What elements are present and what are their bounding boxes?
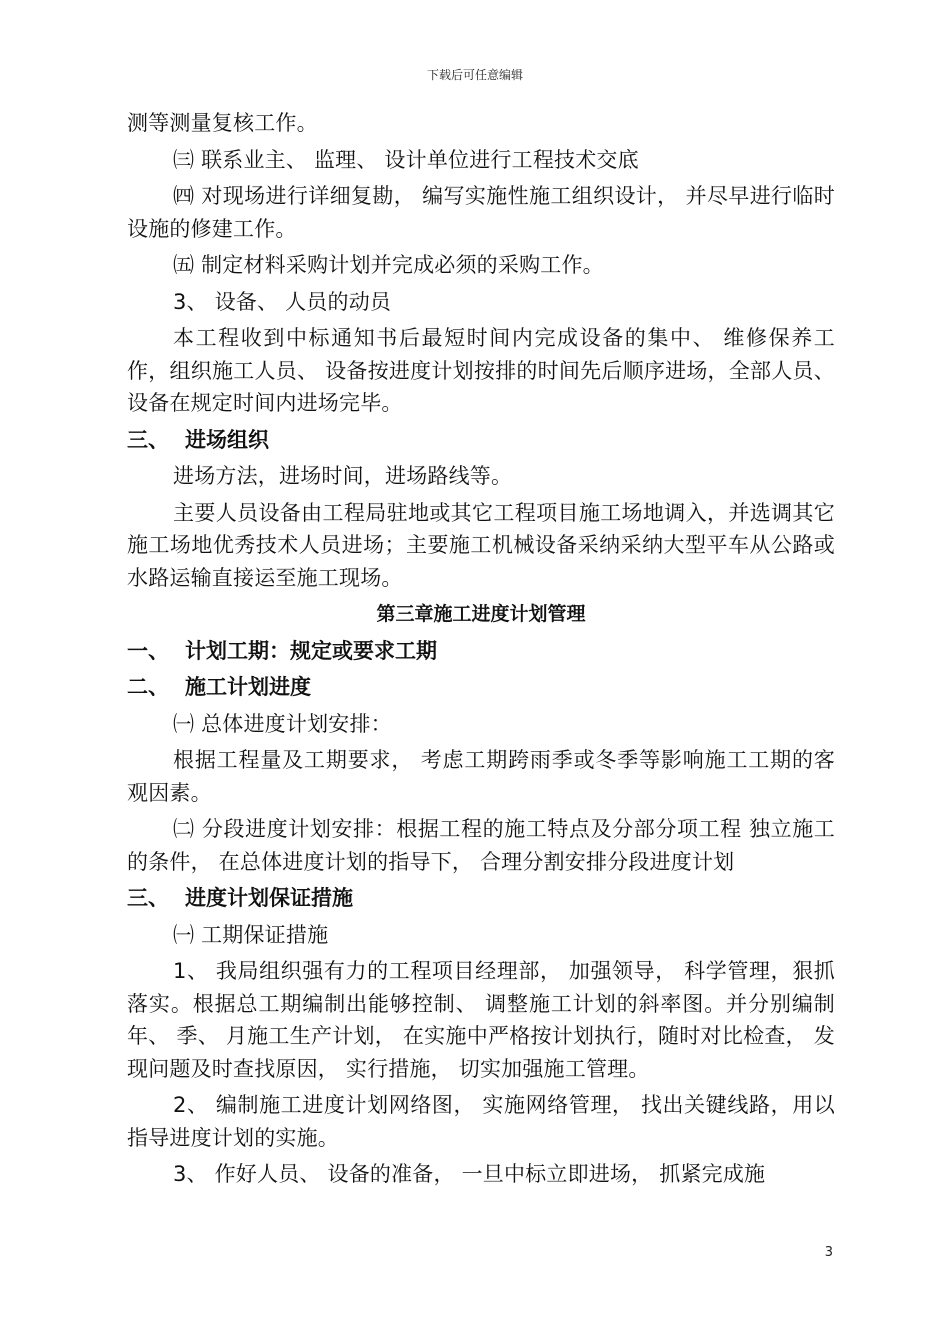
section-number: 三、 (127, 886, 169, 910)
paragraph: ㈠ 工期保证措施 (173, 922, 329, 947)
section-title: 施工计划进度 (185, 675, 311, 699)
document-body (127, 107, 835, 1195)
paragraph: 本工程收到中标通知书后最短时间内完成设备的集中、 维修保养工作，组织施工人员、 设备按进度计划按排的时间先后顺序进场，全部人员、 设备在规定时间内进场完毕。 (127, 326, 835, 415)
section-title: 进场组织 (185, 427, 269, 452)
paragraph: 1、 我局组织强有力的工程项目经理部， 加强领导， 科学管理，狠抓落实。根据总工期编制出能够控制、 调整施工计划的斜率图。并分别编制年、 季、 月施工生产计划， 在实施中严格按计划执行，随时对比检查， 发现问题及时查找原因， 实行措施， 切实加强施工管理。 (127, 959, 835, 1081)
section-title: 计划工期：规定或要求工期 (185, 638, 437, 663)
section-number: 一、 (127, 638, 169, 663)
section-heading (127, 671, 835, 704)
section-heading (127, 424, 835, 457)
chapter-title: 第三章施工进度计划管理 (376, 603, 586, 625)
paragraph: ㈤ 制定材料采购计划并完成必须的采购工作。 (173, 253, 604, 277)
paragraph: ㈡ 分段进度计划安排：根据工程的施工特点及分部分项工程 独立施工的条件， 在总体进度计划的指导下， 合理分割安排分段进度计划 (127, 817, 835, 874)
section-number: 三、 (127, 427, 169, 452)
page-number: 3 (824, 1245, 833, 1260)
section-heading (127, 882, 835, 915)
page-header-note: 下载后可任意编辑 (426, 68, 523, 82)
paragraph: 主要人员设备由工程局驻地或其它工程项目施工场地调入，并选调其它施工场地优秀技术人员进场；主要施工机械设备采纳采纳大型平车从公路或水路运输直接运至施工现场。 (127, 500, 835, 590)
paragraph: ㈢ 联系业主、 监理、 设计单位进行工程技术交底 (173, 147, 639, 172)
paragraph: 3、 设备、 人员的动员 (173, 289, 392, 314)
paragraph: 2、 编制施工进度计划网络图， 实施网络管理， 找出关键线路，用以指导进度计划的实施。 (127, 1093, 835, 1150)
paragraph: 3、 作好人员、 设备的准备， 一旦中标立即进场， 抓紧完成施 (173, 1162, 766, 1186)
paragraph: ㈠ 总体进度计划安排： (173, 711, 392, 736)
paragraph: ㈣ 对现场进行详细复勘， 编写实施性施工组织设计， 并尽早进行临时设施的修建工作。 (127, 184, 835, 241)
paragraph: 测等测量复核工作。 (127, 111, 318, 135)
section-title: 进度计划保证措施 (185, 886, 353, 910)
paragraph: 进场方法，进场时间，进场路线等。 (173, 464, 513, 488)
section-heading (127, 635, 835, 668)
paragraph: 根据工程量及工期要求， 考虑工期跨雨季或冬季等影响施工工期的客观因素。 (127, 748, 835, 805)
section-number: 二、 (127, 675, 169, 699)
